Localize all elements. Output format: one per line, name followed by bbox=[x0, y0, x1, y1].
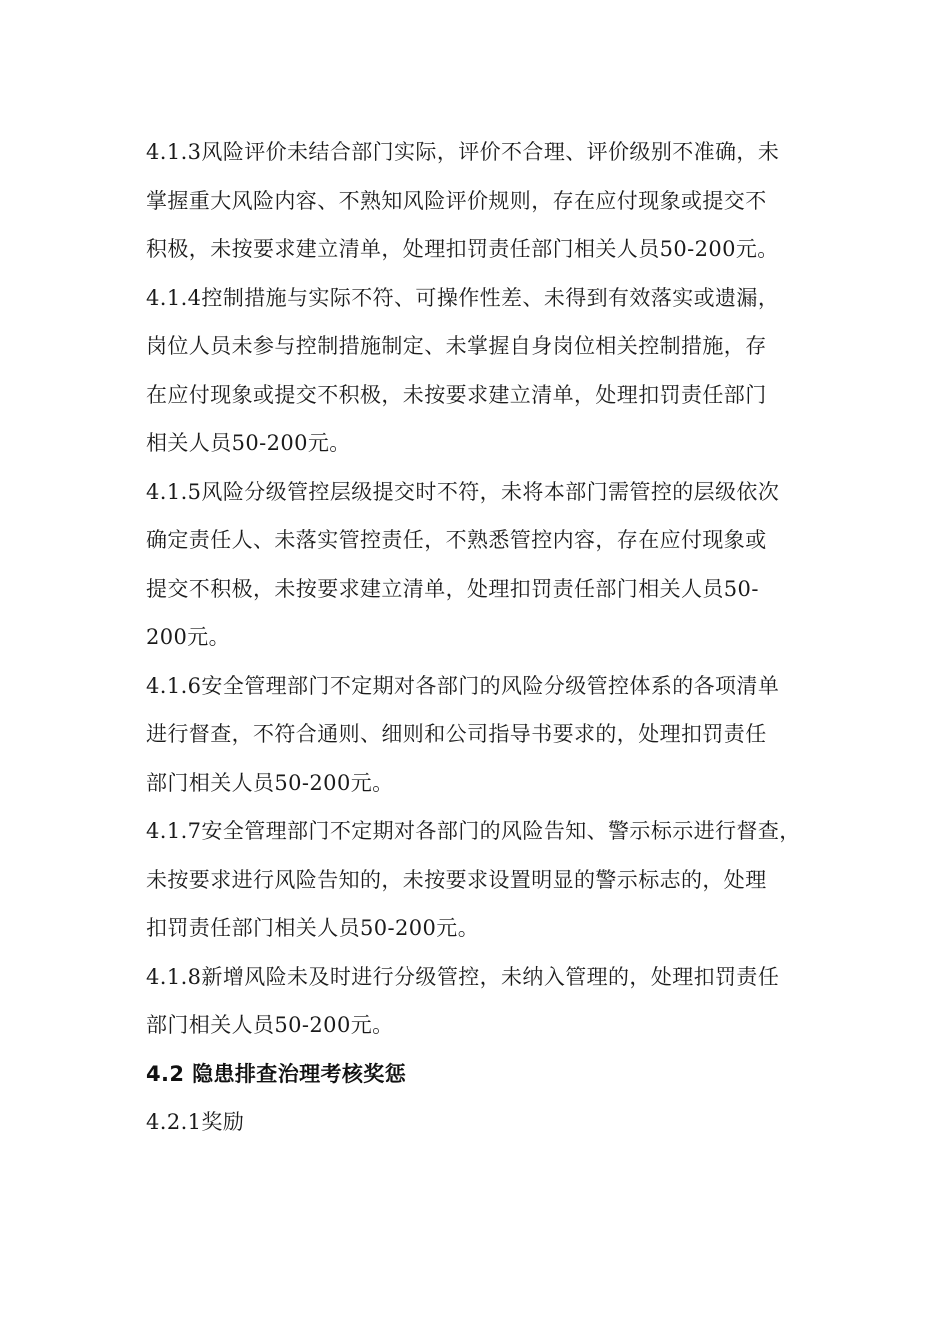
text-line: 岗位人员未参与控制措施制定、未掌握自身岗位相关控制措施，存 bbox=[146, 334, 767, 358]
text-line: 扣罚责任部门相关人员50-200元。 bbox=[146, 916, 480, 940]
clause-4-1-6 bbox=[146, 662, 810, 808]
text-line: 4.1.6安全管理部门不定期对各部门的风险分级管控体系的各项清单 bbox=[146, 673, 780, 698]
document-body bbox=[146, 128, 810, 1147]
text-line: 相关人员50-200元。 bbox=[146, 431, 351, 455]
text-line: 4.1.7安全管理部门不定期对各部门的风险告知、警示标示进行督查， bbox=[146, 819, 801, 843]
text-line: 4.1.4控制措施与实际不符、可操作性差、未得到有效落实或遗漏， bbox=[146, 285, 780, 310]
text-line: 掌握重大风险内容、不熟知风险评价规则，存在应付现象或提交不 bbox=[146, 188, 767, 213]
clause-4-1-5 bbox=[146, 468, 810, 662]
clause-4-1-3 bbox=[146, 128, 810, 274]
text-line: 未按要求进行风险告知的，未按要求设置明显的警示标志的，处理 bbox=[146, 867, 767, 892]
sub-item-4-2-1 bbox=[146, 1098, 810, 1147]
section-heading-4-2: 4.2 隐患排查治理考核奖惩 bbox=[146, 1061, 407, 1086]
text-line: 4.1.5风险分级管控层级提交时不符，未将本部门需管控的层级依次 bbox=[146, 479, 780, 504]
text-line: 4.1.8新增风险未及时进行分级管控，未纳入管理的，处理扣罚责任 bbox=[146, 964, 780, 989]
text-line: 在应付现象或提交不积极，未按要求建立清单，处理扣罚责任部门 bbox=[146, 382, 767, 407]
text-line: 提交不积极，未按要求建立清单，处理扣罚责任部门相关人员50- bbox=[146, 576, 759, 601]
text-line: 积极，未按要求建立清单，处理扣罚责任部门相关人员50-200元。 bbox=[146, 237, 779, 261]
text-line: 4.2.1奖励 bbox=[146, 1110, 245, 1134]
text-line: 4.1.3风险评价未结合部门实际，评价不合理、评价级别不准确，未 bbox=[146, 140, 780, 164]
text-line: 进行督查，不符合通则、细则和公司指导书要求的，处理扣罚责任 bbox=[146, 722, 767, 746]
clause-4-1-8 bbox=[146, 953, 810, 1050]
text-line: 部门相关人员50-200元。 bbox=[146, 1013, 394, 1037]
text-line: 部门相关人员50-200元。 bbox=[146, 770, 394, 795]
text-line: 200元。 bbox=[146, 625, 231, 649]
clause-4-1-7 bbox=[146, 807, 810, 953]
clause-4-1-4 bbox=[146, 274, 810, 468]
text-line: 确定责任人、未落实管控责任，不熟悉管控内容，存在应付现象或 bbox=[146, 528, 767, 552]
